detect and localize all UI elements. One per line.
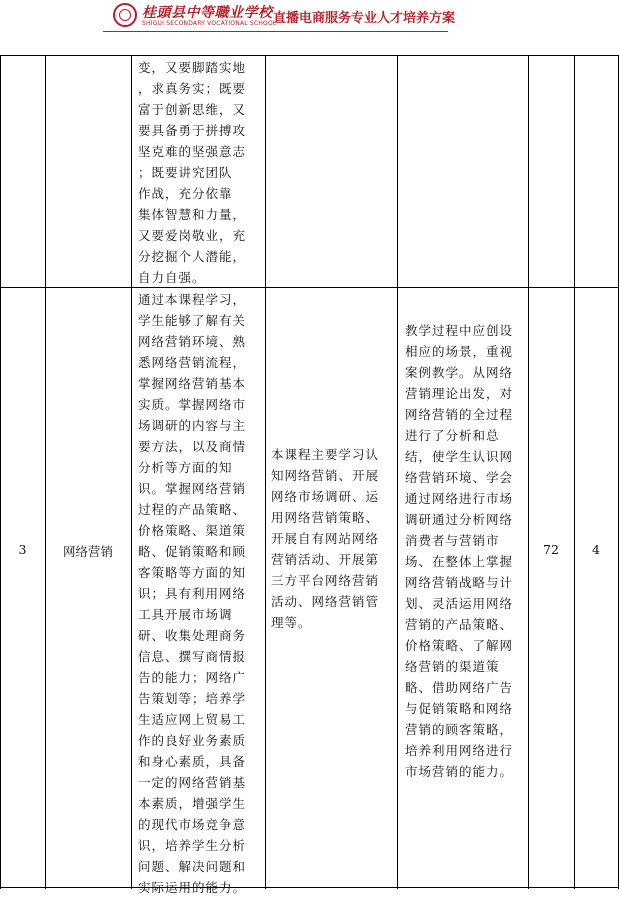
table-row-line <box>0 287 619 288</box>
table-cell-objective: 变，又要脚踏实地 ，求真务实；既要 富于创新思维，又 要具备勇于拼搏攻 坚克难的坚强意志 ；既要讲究团队 作战，充分依靠 集体智慧和力量， 又要爱岗敬业，充 分挖掘个人潜能， 自力自强。 <box>138 60 247 285</box>
table-col-line <box>45 55 46 889</box>
table-cell-hours: 72 <box>543 542 559 557</box>
table-cell-course: 网络营销 <box>62 544 113 559</box>
table-row-line <box>0 887 619 888</box>
header-divider <box>103 31 448 32</box>
course-table <box>0 55 619 895</box>
table-cell-credits: 4 <box>592 542 600 557</box>
table-col-line <box>574 55 575 889</box>
table-col-line <box>528 55 529 889</box>
table-col-line <box>397 55 398 889</box>
table-cell-content: 本课程主要学习认 知网络营销、开展 网络市场调研、运 用网络营销策略、 开展自有网站网络 营销活动、开展第 三方平台网络营销 活动、网络营销管 理等。 <box>271 447 380 630</box>
school-seal-icon <box>113 3 137 27</box>
school-name: 桂頭县中等職业学校 <box>142 5 273 21</box>
table-col-line <box>131 55 132 889</box>
table-cell-index: 3 <box>18 542 27 557</box>
page-header <box>0 0 619 40</box>
table-cell-teaching: 教学过程中应创设 相应的场景，重视 案例教学。从网络 营销理论出发，对 网络营销的全过程 进行了分析和总 结，使学生认识网 络营销环境、学会 通过网络进行市场 调研通过分析网络 消费者与营销市 场、在整体上掌握 网络营销战略与计 划、灵活运用网络 营销的产品策略、 价格策略、了解网 络营销的渠道策 略、借助网络广告 与促销策略和网络 营销的顾客策略， 培养利用网络进行 市场营销的能力。 <box>405 323 514 779</box>
table-cell-objective: 通过本课程学习， 学生能够了解有关 网络营销环境、熟 悉网络营销流程， 掌握网络营销基本 实质。掌握网络市 场调研的内容与主 要方法，以及商情 分析等方面的知 识。掌握网络营销 过程的产品策略、 价格策略、渠道策 略、促销策略和顾 客策略等方面的知 识；具有利用网络 工具开展市场调 研、收集处理商务 信息、撰写商情报 告的能力；网络广 告策划等；培养学 生适应网上贸易工 作的良好业务素质 和身心素质，具备 一定的网络营销基 本素质，增强学生 的现代市场竞争意 识，培养学生分析 问题、解决问题和 实际运用的能力。 <box>138 292 247 895</box>
table-border-left <box>0 55 1 889</box>
table-row-line <box>0 55 619 56</box>
document-title: 直播电商服务专业人才培养方案 <box>273 11 456 26</box>
school-english-name: SHIGUI SECONDARY VOCATIONAL SCHOOL <box>142 20 277 27</box>
table-col-line <box>265 55 266 889</box>
